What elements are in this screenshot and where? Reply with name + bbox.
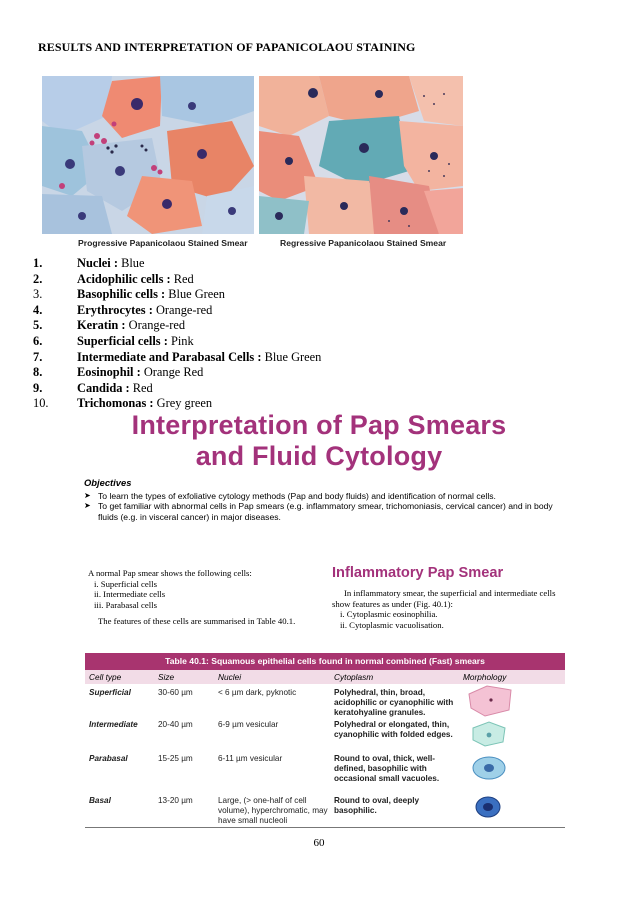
chapter-title-line1: Interpretation of Pap Smears	[131, 410, 507, 440]
list-item: 1. Nuclei : Blue	[33, 256, 145, 270]
caption-progressive: Progressive Papanicolaou Stained Smear	[78, 238, 248, 248]
list-item: 10. Trichomonas : Grey green	[33, 396, 213, 411]
list-item: 4. Erythrocytes : Orange-red	[33, 302, 213, 317]
column-header: Size	[158, 672, 175, 682]
objectives-title: Objectives	[84, 477, 132, 488]
list-item: 7. Intermediate and Parabasal Cells : Blue Green	[33, 349, 322, 364]
list-item: 5. Keratin : Orange-red	[33, 318, 186, 333]
regressive-smear-micrograph	[259, 76, 463, 234]
progressive-smear-micrograph	[42, 76, 254, 234]
list-item: 6. Superficial cells : Pink	[33, 333, 194, 348]
list-item: 9. Candida : Red	[33, 380, 153, 395]
table-title: Table 40.1: Squamous epithelial cells found in normal combined (Fast) smears	[85, 653, 565, 670]
arrow-bullet-icon: ➤	[84, 490, 91, 500]
list-item: 2. Acidophilic cells : Red	[33, 271, 194, 286]
column-header: Morphology	[463, 672, 507, 682]
column-header: Cell type	[89, 672, 122, 682]
caption-regressive: Regressive Papanicolaou Stained Smear	[280, 238, 447, 248]
basal-cell-icon	[473, 794, 503, 820]
list-item: 8. Eosinophil : Orange Red	[33, 365, 204, 380]
table-header-row	[85, 670, 565, 684]
objective-item: ➤ To get familiar with abnormal cells in Pap smears (e.g. inflammatory smear, trichomoniasis, cervical cancer) and in body fluids (e.g. in visceral cancer) in major diseases.	[84, 501, 553, 522]
objectives-section	[84, 478, 566, 522]
objective-item: ➤ To learn the types of exfoliative cytology methods (Pap and body fluids) and identification of normal cells.	[84, 490, 496, 501]
intermediate-cell-icon	[469, 720, 509, 748]
column-header: Cytoplasm	[334, 672, 374, 682]
page-heading: RESULTS AND INTERPRETATION OF PAPANICOLAOU STAINING	[38, 40, 416, 54]
parabasal-cell-icon	[471, 754, 507, 782]
normal-pap-text: A normal Pap smear shows the following cells: i. Superficial cells ii. Intermediate cells iii. Parabasal cells The features of these cells are summarised in Table 40.1.	[88, 568, 296, 627]
inflammatory-text: In inflammatory smear, the superficial and intermediate cells show features as under (Fig. 40.1): i. Cytoplasmic eosinophilia. ii. Cytoplasmic vacuolisation.	[332, 588, 556, 630]
chapter-title-line2: and Fluid Cytology	[195, 441, 443, 471]
superficial-cell-icon	[465, 684, 515, 718]
arrow-bullet-icon: ➤	[84, 501, 91, 511]
stain-results-list	[33, 256, 321, 412]
page-number: 60	[313, 837, 325, 849]
inflammatory-title: Inflammatory Pap Smear	[332, 565, 504, 581]
table-bottom-rule	[85, 827, 565, 828]
column-header: Nuclei	[218, 672, 242, 682]
list-item: 3. Basophilic cells : Blue Green	[33, 287, 226, 302]
